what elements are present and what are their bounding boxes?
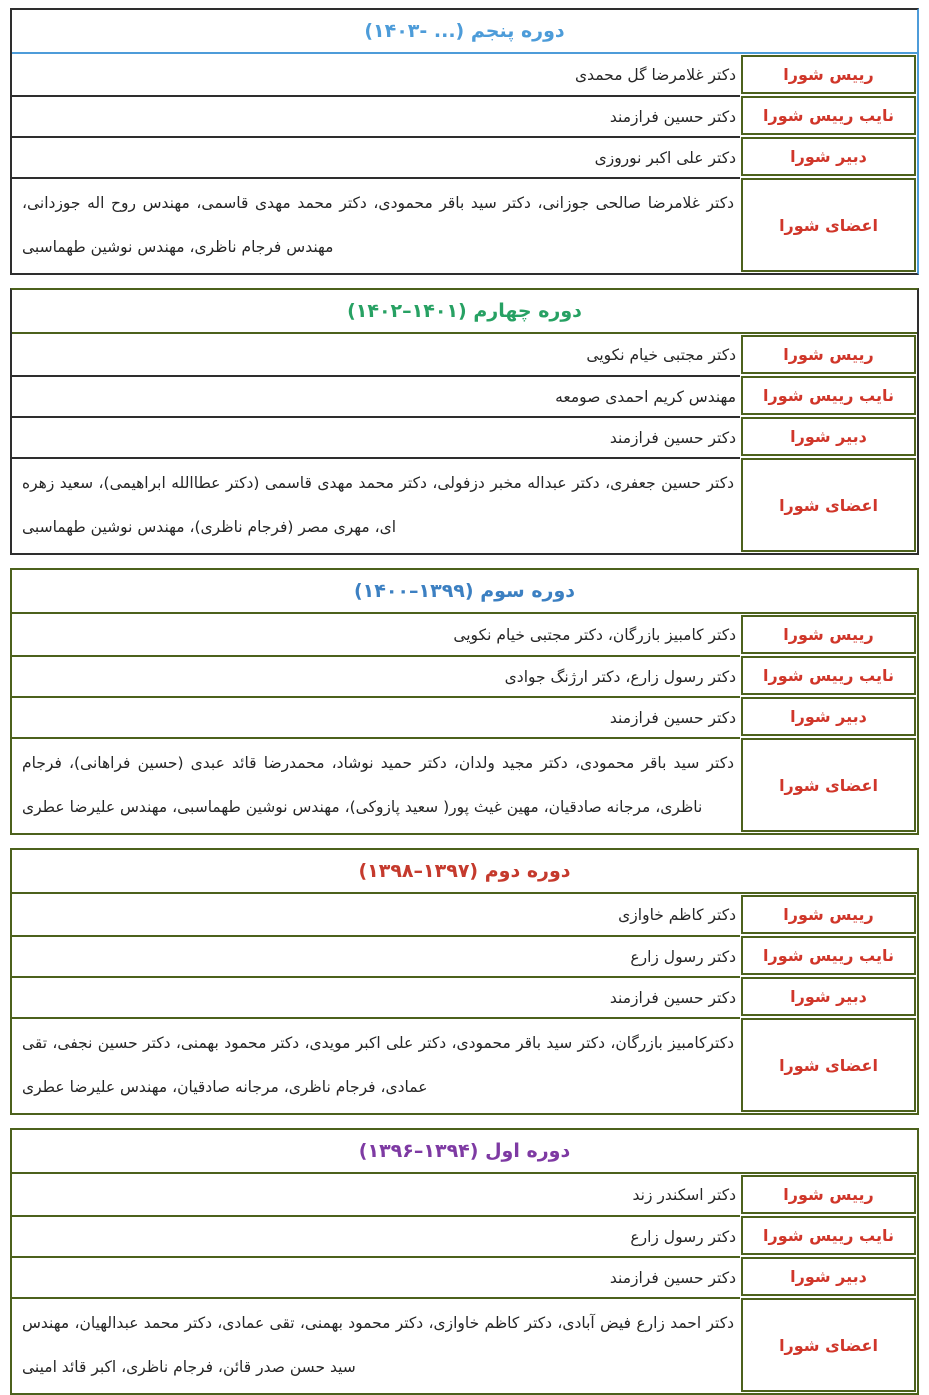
table-row <box>12 334 917 375</box>
row-value: دکتر سید باقر محمودی، دکتر مجید ولدان، دکتر حمید نوشاد، محمدرضا قائد عبدی (حسین فراهانی)، فرجام ناظری، مرجانه صادقیان، مهین غیث پور( سعید پازوکی)، مهندس نوشین طهماسبی، مهندس علیرضا عطری <box>12 737 740 833</box>
council-table-period-2 <box>10 848 919 1115</box>
row-label: رییس شورا <box>741 1175 916 1214</box>
table-row <box>12 54 917 95</box>
row-value: مهندس کریم احمدی صومعه <box>12 375 740 416</box>
table-row-members <box>12 1297 917 1393</box>
council-table-period-1 <box>10 1128 919 1395</box>
row-value: دکتر رسول زارع <box>12 935 740 976</box>
row-value: دکتر احمد زارع فیض آبادی، دکتر کاظم خاوازی، دکتر محمود بهمنی، تقی عمادی، دکتر محمد عبدالهیان، مهندس سید حسن صدر قائن، فرجام ناظری، اکبر قائد امینی <box>12 1297 740 1393</box>
row-value: دکتر حسین جعفری، دکتر عبداله مخبر دزفولی، دکتر محمد مهدی قاسمی (دکتر عطاالله ابراهیمی)، سعید زهره ای، مهری مصر (فرجام ناظری)، مهندس نوشین طهماسبی <box>12 457 740 553</box>
table-row <box>12 655 917 696</box>
council-table-period-5 <box>10 8 919 275</box>
row-value: دکتر غلامرضا گل محمدی <box>574 65 736 84</box>
row-label: دبیر شورا <box>741 1257 916 1296</box>
row-value: دکتر رسول زارع، دکتر ارژنگ جوادی <box>12 655 740 696</box>
table-title: دوره پنجم (... -۱۴۰۳) <box>364 20 565 42</box>
row-value: دکتر اسکندر زند <box>632 1185 736 1204</box>
row-value: دکتر حسین فرازمند <box>12 696 740 737</box>
row-value: دکتر حسین فرازمند <box>12 416 740 457</box>
table-row <box>12 416 917 457</box>
row-label: اعضای شورا <box>741 1298 916 1392</box>
table-row <box>12 1215 917 1256</box>
table-row-members <box>12 177 917 273</box>
row-value: دکتر کامبیز بازرگان، دکتر مجتبی خیام نکویی <box>453 625 736 644</box>
table-header <box>12 1130 917 1174</box>
row-label: دبیر شورا <box>741 417 916 456</box>
table-header <box>12 10 917 54</box>
table-header <box>12 850 917 894</box>
row-value: دکتر مجتبی خیام نکویی <box>586 345 736 364</box>
table-row-members <box>12 1017 917 1113</box>
table-row-members <box>12 737 917 833</box>
row-label: رییس شورا <box>741 55 916 94</box>
row-label: رییس شورا <box>741 615 916 654</box>
row-value: دکتر غلامرضا صالحی جوزانی، دکتر سید باقر محمودی، دکتر محمد مهدی قاسمی، مهندس روح اله جوزدانی، مهندس فرجام ناظری، مهندس نوشین طهماسبی <box>12 177 740 273</box>
row-value: دکترکامبیز بازرگان، دکتر سید باقر محمودی، دکتر علی اکبر مویدی، دکتر محمود بهمنی، دکتر حسین نجفی، تقی عمادی، فرجام ناظری، مرجانه صادقیان، مهندس علیرضا عطری <box>12 1017 740 1113</box>
row-value: دکتر حسین فرازمند <box>12 1256 740 1297</box>
table-row <box>12 696 917 737</box>
table-row <box>12 1256 917 1297</box>
row-label: رییس شورا <box>741 895 916 934</box>
row-label: دبیر شورا <box>741 697 916 736</box>
row-label: اعضای شورا <box>741 178 916 272</box>
table-row <box>12 375 917 416</box>
table-row <box>12 614 917 655</box>
table-title: دوره دوم (۱۳۹۷–۱۳۹۸) <box>358 860 571 882</box>
row-value: دکتر حسین فرازمند <box>12 95 740 136</box>
table-row <box>12 95 917 136</box>
row-label: نایب رییس شورا <box>741 96 916 135</box>
row-value: دکتر حسین فرازمند <box>12 976 740 1017</box>
row-label: دبیر شورا <box>741 977 916 1016</box>
row-label: اعضای شورا <box>741 738 916 832</box>
row-label: رییس شورا <box>741 335 916 374</box>
row-label: نایب رییس شورا <box>741 376 916 415</box>
table-row <box>12 976 917 1017</box>
table-row <box>12 935 917 976</box>
table-row <box>12 894 917 935</box>
row-value: دکتر کاظم خاوازی <box>618 905 736 924</box>
row-label: دبیر شورا <box>741 137 916 176</box>
table-title: دوره چهارم (۱۴۰۱–۱۴۰۲) <box>347 300 582 322</box>
table-header <box>12 570 917 614</box>
table-row-members <box>12 457 917 553</box>
council-table-period-4 <box>10 288 919 555</box>
council-table-period-3 <box>10 568 919 835</box>
table-title: دوره اول (۱۳۹۴–۱۳۹۶) <box>358 1140 571 1162</box>
table-row <box>12 136 917 177</box>
row-value: دکتر رسول زارع <box>12 1215 740 1256</box>
table-row <box>12 1174 917 1215</box>
table-header <box>12 290 917 334</box>
row-value: دکتر علی اکبر نوروزی <box>12 136 740 177</box>
row-label: نایب رییس شورا <box>741 656 916 695</box>
row-label: نایب رییس شورا <box>741 1216 916 1255</box>
row-label: نایب رییس شورا <box>741 936 916 975</box>
row-label: اعضای شورا <box>741 1018 916 1112</box>
table-title: دوره سوم (۱۳۹۹–۱۴۰۰) <box>353 580 576 602</box>
row-label: اعضای شورا <box>741 458 916 552</box>
